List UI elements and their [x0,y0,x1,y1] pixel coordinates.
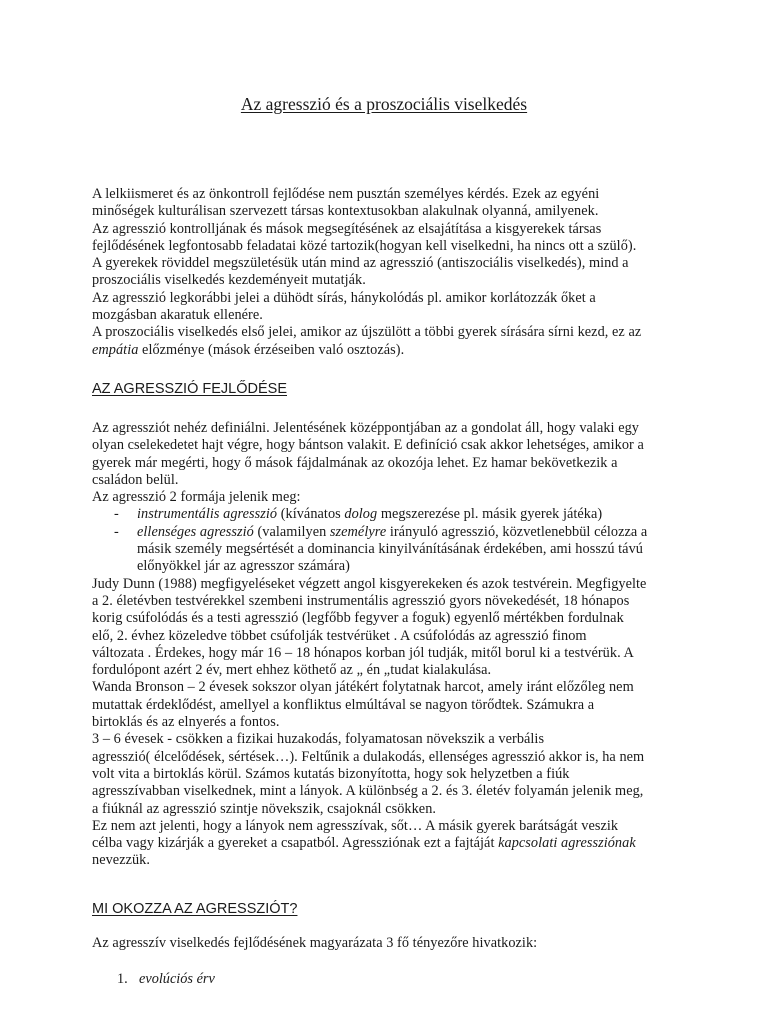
section-3-paragraph [92,935,692,952]
text-line: Az agresszió legkorábbi jelei a dühödt sírás, hánykolódás pl. amikor korlátozzák őket a [92,289,596,306]
italic-term: dolog [344,506,378,523]
text-line: agresszió( élcelődések, sértések…). Feltűnik a dulakodás, ellenséges agresszió akkor is, ha nem [92,748,645,765]
text-line: Judy Dunn (1988) megfigyeléseket végzett angol kisgyerekeken és azok testvérein. Megfigyelte [92,575,647,592]
text-fragment: előzménye (mások érzéseiben való osztozás). [138,341,405,358]
text-fragment: célba vagy kizárják a gyereket a csapatból. Agressziónak ezt a fajtáját [92,835,499,852]
text-line: a 2. életévben testvérekkel szembeni instrumentális agresszió gyors növekedését, 18 hónapos [92,592,630,609]
heading-text: MI OKOZZA AZ AGRESSZIÓT? [92,901,298,917]
text-line [92,835,692,852]
italic-term: kapcsolati agressziónak [498,835,636,852]
text-line: agresszívabban viselkednek, mint a lányok. A különbség a 2. és 3. életév folyamán jelenik meg, [92,783,644,800]
text-fragment: irányuló agresszió, közvetlenebbül célozza a [386,523,648,540]
text-line [92,342,692,359]
text-fragment: (kívánatos [277,506,345,523]
text-line: fordulópont azért 2 év, mert ehhez köthető az „ én „tudat kialakulása. [92,662,492,679]
text-line: A proszociális viselkedés első jelei, amikor az újszülött a többi gyerek sírására sírni kezd, ez az [92,324,642,341]
bullet-item [92,524,692,541]
text-line: Az agresszió 2 formája jelenik meg: [92,489,301,506]
intro-paragraph [92,186,692,359]
text-line: elő, 2. évhez közeledve többet csúfolják testvérüket . A csúfolódás az agresszió finom [92,627,587,644]
text-line: olyan cselekedetet hajt végre, hogy bántson valakit. E definíció csak akkor lehetséges, amikor a [92,437,644,454]
text-line: mozgásban akaratuk ellenére. [92,307,263,324]
text-line: mutattak érdeklődést, amellyel a konfliktus elmúltával se nagyon törődtek. Számukra a [92,696,595,713]
text-line: másik személy megsértését a dominancia kinyilvánításának érdekében, ami hosszú távú [137,541,643,558]
text-line: Wanda Bronson – 2 évesek sokszor olyan játékért folytatnak harcot, amely iránt előzőleg nem [92,679,634,696]
italic-term: empátia [92,341,139,358]
italic-term: evolúciós érv [139,971,215,987]
bullet-dash: - [114,523,119,540]
text-fragment: megszerezése pl. másik gyerek játéka) [377,506,603,523]
text-line: A lelkiismeret és az önkontroll fejlődése nem pusztán személyes kérdés. Ezek az egyéni [92,186,600,202]
list-number: 1. [117,971,128,987]
title-text: Az agresszió és a proszociális viselkedés [240,94,528,114]
text-line: Az agressziót nehéz definiálni. Jelentésének középpontjában az a gondolat áll, hogy valaki egy [92,420,639,436]
text-line: családon belül. [92,471,179,488]
text-fragment: (valamilyen [253,523,330,540]
text-line: nevezzük. [92,852,151,869]
text-line: Az agresszív viselkedés fejlődésének magyarázata 3 fő tényezőre hivatkozik: [92,935,538,951]
heading-text: AZ AGRESSZIÓ FEJLŐDÉSE [92,381,287,397]
italic-term: személyre [329,523,387,540]
text-line: 3 – 6 évesek - csökken a fizikai huzakodás, folyamatosan növekszik a verbális [92,731,545,748]
italic-term: instrumentális agresszió [137,506,278,523]
text-line: előnyökkel jár az agresszor számára) [137,558,350,575]
text-line: volt vita a birtoklás körül. Számos kutatás bizonyította, hogy sok helyzetben a fiúk [92,765,570,782]
section-1-paragraph [92,420,692,870]
italic-term: ellenséges agresszió [137,523,254,540]
text-line: a fiúknál az agresszió szintje növekszik, csajoknál csökken. [92,800,437,817]
text-line: korig csúfolódás és a testi agresszió (legfőbb fegyver a foguk) egyenlő mértékben fordulnak [92,610,624,627]
document-title [0,94,768,114]
bullet-dash: - [114,506,119,523]
text-line: Ez nem azt jelenti, hogy a lányok nem agresszívak, sőt… A másik gyerek barátságát veszik [92,817,619,834]
section-heading [92,900,297,918]
text-line: fejlődésének legfontosabb feladatai közé tartozik(hogyan kell viselkedni, ha nincs ott a szülő). [92,237,637,254]
text-line: proszociális viselkedés kezdeményeit mutatják. [92,272,366,289]
numbered-list-item [117,971,215,988]
text-line: A gyerekek röviddel megszületésük után mind az agresszió (antiszociális viselkedés), mind a [92,255,629,272]
text-line: Az agresszió kontrolljának és mások megsegítésének az elsajátítása a kisgyerekek társas [92,220,602,237]
text-line: gyerek már megérti, hogy ő mások fájdalmának az okozója lehet. Ez hamar bekövetkezik a [92,454,618,471]
text-line: birtoklás és az elnyerés a fontos. [92,714,280,731]
text-line: minőségek kulturálisan szervezett társas kontextusokban alakulnak olyanná, amilyenek. [92,203,599,220]
section-heading [92,380,287,398]
bullet-item [92,506,692,523]
text-line: változata . Érdekes, hogy már 16 – 18 hónapos korban jól tudják, mitől borul ki a testvérük. A [92,644,634,661]
